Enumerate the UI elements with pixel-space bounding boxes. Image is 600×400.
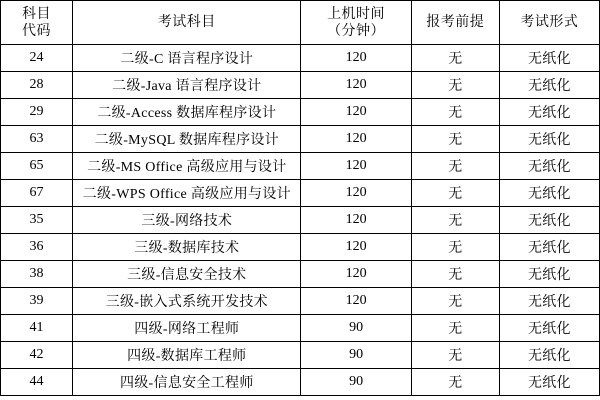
cell-code: 42	[1, 342, 73, 369]
cell-time: 120	[301, 45, 411, 72]
table-row	[1, 234, 600, 261]
cell-format: 无纸化	[499, 99, 599, 126]
cell-subject: 二级-MySQL 数据库程序设计	[73, 126, 301, 153]
column-header-time	[301, 1, 411, 45]
cell-format: 无纸化	[499, 288, 599, 315]
cell-time: 120	[301, 207, 411, 234]
column-header-prerequisite	[411, 1, 499, 45]
cell-time: 90	[301, 342, 411, 369]
cell-format: 无纸化	[499, 153, 599, 180]
cell-format: 无纸化	[499, 234, 599, 261]
table-row	[1, 342, 600, 369]
cell-code: 28	[1, 72, 73, 99]
cell-subject: 三级-嵌入式系统开发技术	[73, 288, 301, 315]
cell-format: 无纸化	[499, 369, 599, 396]
table-row	[1, 153, 600, 180]
column-header-format-line1: 考试形式	[520, 15, 579, 30]
table-row	[1, 369, 600, 396]
column-header-time-line1: 上机时间	[327, 6, 386, 22]
column-header-subject	[73, 1, 301, 45]
cell-prerequisite: 无	[411, 234, 499, 261]
cell-subject: 三级-网络技术	[73, 207, 301, 234]
cell-code: 44	[1, 369, 73, 396]
cell-subject: 三级-数据库技术	[73, 234, 301, 261]
cell-prerequisite: 无	[411, 126, 499, 153]
cell-subject: 四级-数据库工程师	[73, 342, 301, 369]
cell-format: 无纸化	[499, 342, 599, 369]
cell-time: 120	[301, 180, 411, 207]
table-row	[1, 315, 600, 342]
cell-prerequisite: 无	[411, 180, 499, 207]
cell-prerequisite: 无	[411, 207, 499, 234]
cell-prerequisite: 无	[411, 342, 499, 369]
cell-code: 67	[1, 180, 73, 207]
table-row	[1, 72, 600, 99]
cell-time: 90	[301, 315, 411, 342]
cell-prerequisite: 无	[411, 288, 499, 315]
column-header-format	[499, 1, 599, 45]
cell-format: 无纸化	[499, 261, 599, 288]
cell-subject: 二级-WPS Office 高级应用与设计	[73, 180, 301, 207]
cell-subject: 二级-C 语言程序设计	[73, 45, 301, 72]
cell-subject: 四级-网络工程师	[73, 315, 301, 342]
cell-subject: 二级-Java 语言程序设计	[73, 72, 301, 99]
table-row	[1, 45, 600, 72]
cell-prerequisite: 无	[411, 72, 499, 99]
table-row	[1, 207, 600, 234]
cell-code: 35	[1, 207, 73, 234]
cell-code: 63	[1, 126, 73, 153]
cell-prerequisite: 无	[411, 315, 499, 342]
table-body	[1, 45, 600, 396]
cell-prerequisite: 无	[411, 45, 499, 72]
table-header	[1, 1, 600, 45]
column-header-code-line1: 科目	[22, 6, 52, 22]
table-row	[1, 180, 600, 207]
cell-format: 无纸化	[499, 180, 599, 207]
cell-subject: 二级-MS Office 高级应用与设计	[73, 153, 301, 180]
cell-time: 90	[301, 369, 411, 396]
table-header-row	[1, 1, 600, 45]
cell-code: 65	[1, 153, 73, 180]
cell-code: 38	[1, 261, 73, 288]
cell-time: 120	[301, 126, 411, 153]
cell-time: 120	[301, 288, 411, 315]
cell-code: 24	[1, 45, 73, 72]
table-row	[1, 288, 600, 315]
cell-time: 120	[301, 72, 411, 99]
cell-code: 39	[1, 288, 73, 315]
column-header-time-line2: （分钟）	[327, 23, 386, 39]
cell-subject: 二级-Access 数据库程序设计	[73, 99, 301, 126]
table-row	[1, 99, 600, 126]
column-header-code	[1, 1, 73, 45]
column-header-code-line2: 代码	[22, 23, 52, 39]
cell-time: 120	[301, 153, 411, 180]
cell-format: 无纸化	[499, 315, 599, 342]
table-row	[1, 261, 600, 288]
column-header-prerequisite-line1: 报考前提	[426, 15, 485, 30]
cell-code: 41	[1, 315, 73, 342]
cell-time: 120	[301, 99, 411, 126]
cell-format: 无纸化	[499, 72, 599, 99]
cell-format: 无纸化	[499, 126, 599, 153]
cell-format: 无纸化	[499, 45, 599, 72]
cell-time: 120	[301, 261, 411, 288]
cell-format: 无纸化	[499, 207, 599, 234]
cell-subject: 四级-信息安全工程师	[73, 369, 301, 396]
cell-prerequisite: 无	[411, 369, 499, 396]
table-row	[1, 126, 600, 153]
cell-subject: 三级-信息安全技术	[73, 261, 301, 288]
column-header-subject-line1: 考试科目	[157, 15, 216, 30]
cell-time: 120	[301, 234, 411, 261]
cell-code: 29	[1, 99, 73, 126]
cell-prerequisite: 无	[411, 99, 499, 126]
cell-prerequisite: 无	[411, 153, 499, 180]
cell-code: 36	[1, 234, 73, 261]
cell-prerequisite: 无	[411, 261, 499, 288]
